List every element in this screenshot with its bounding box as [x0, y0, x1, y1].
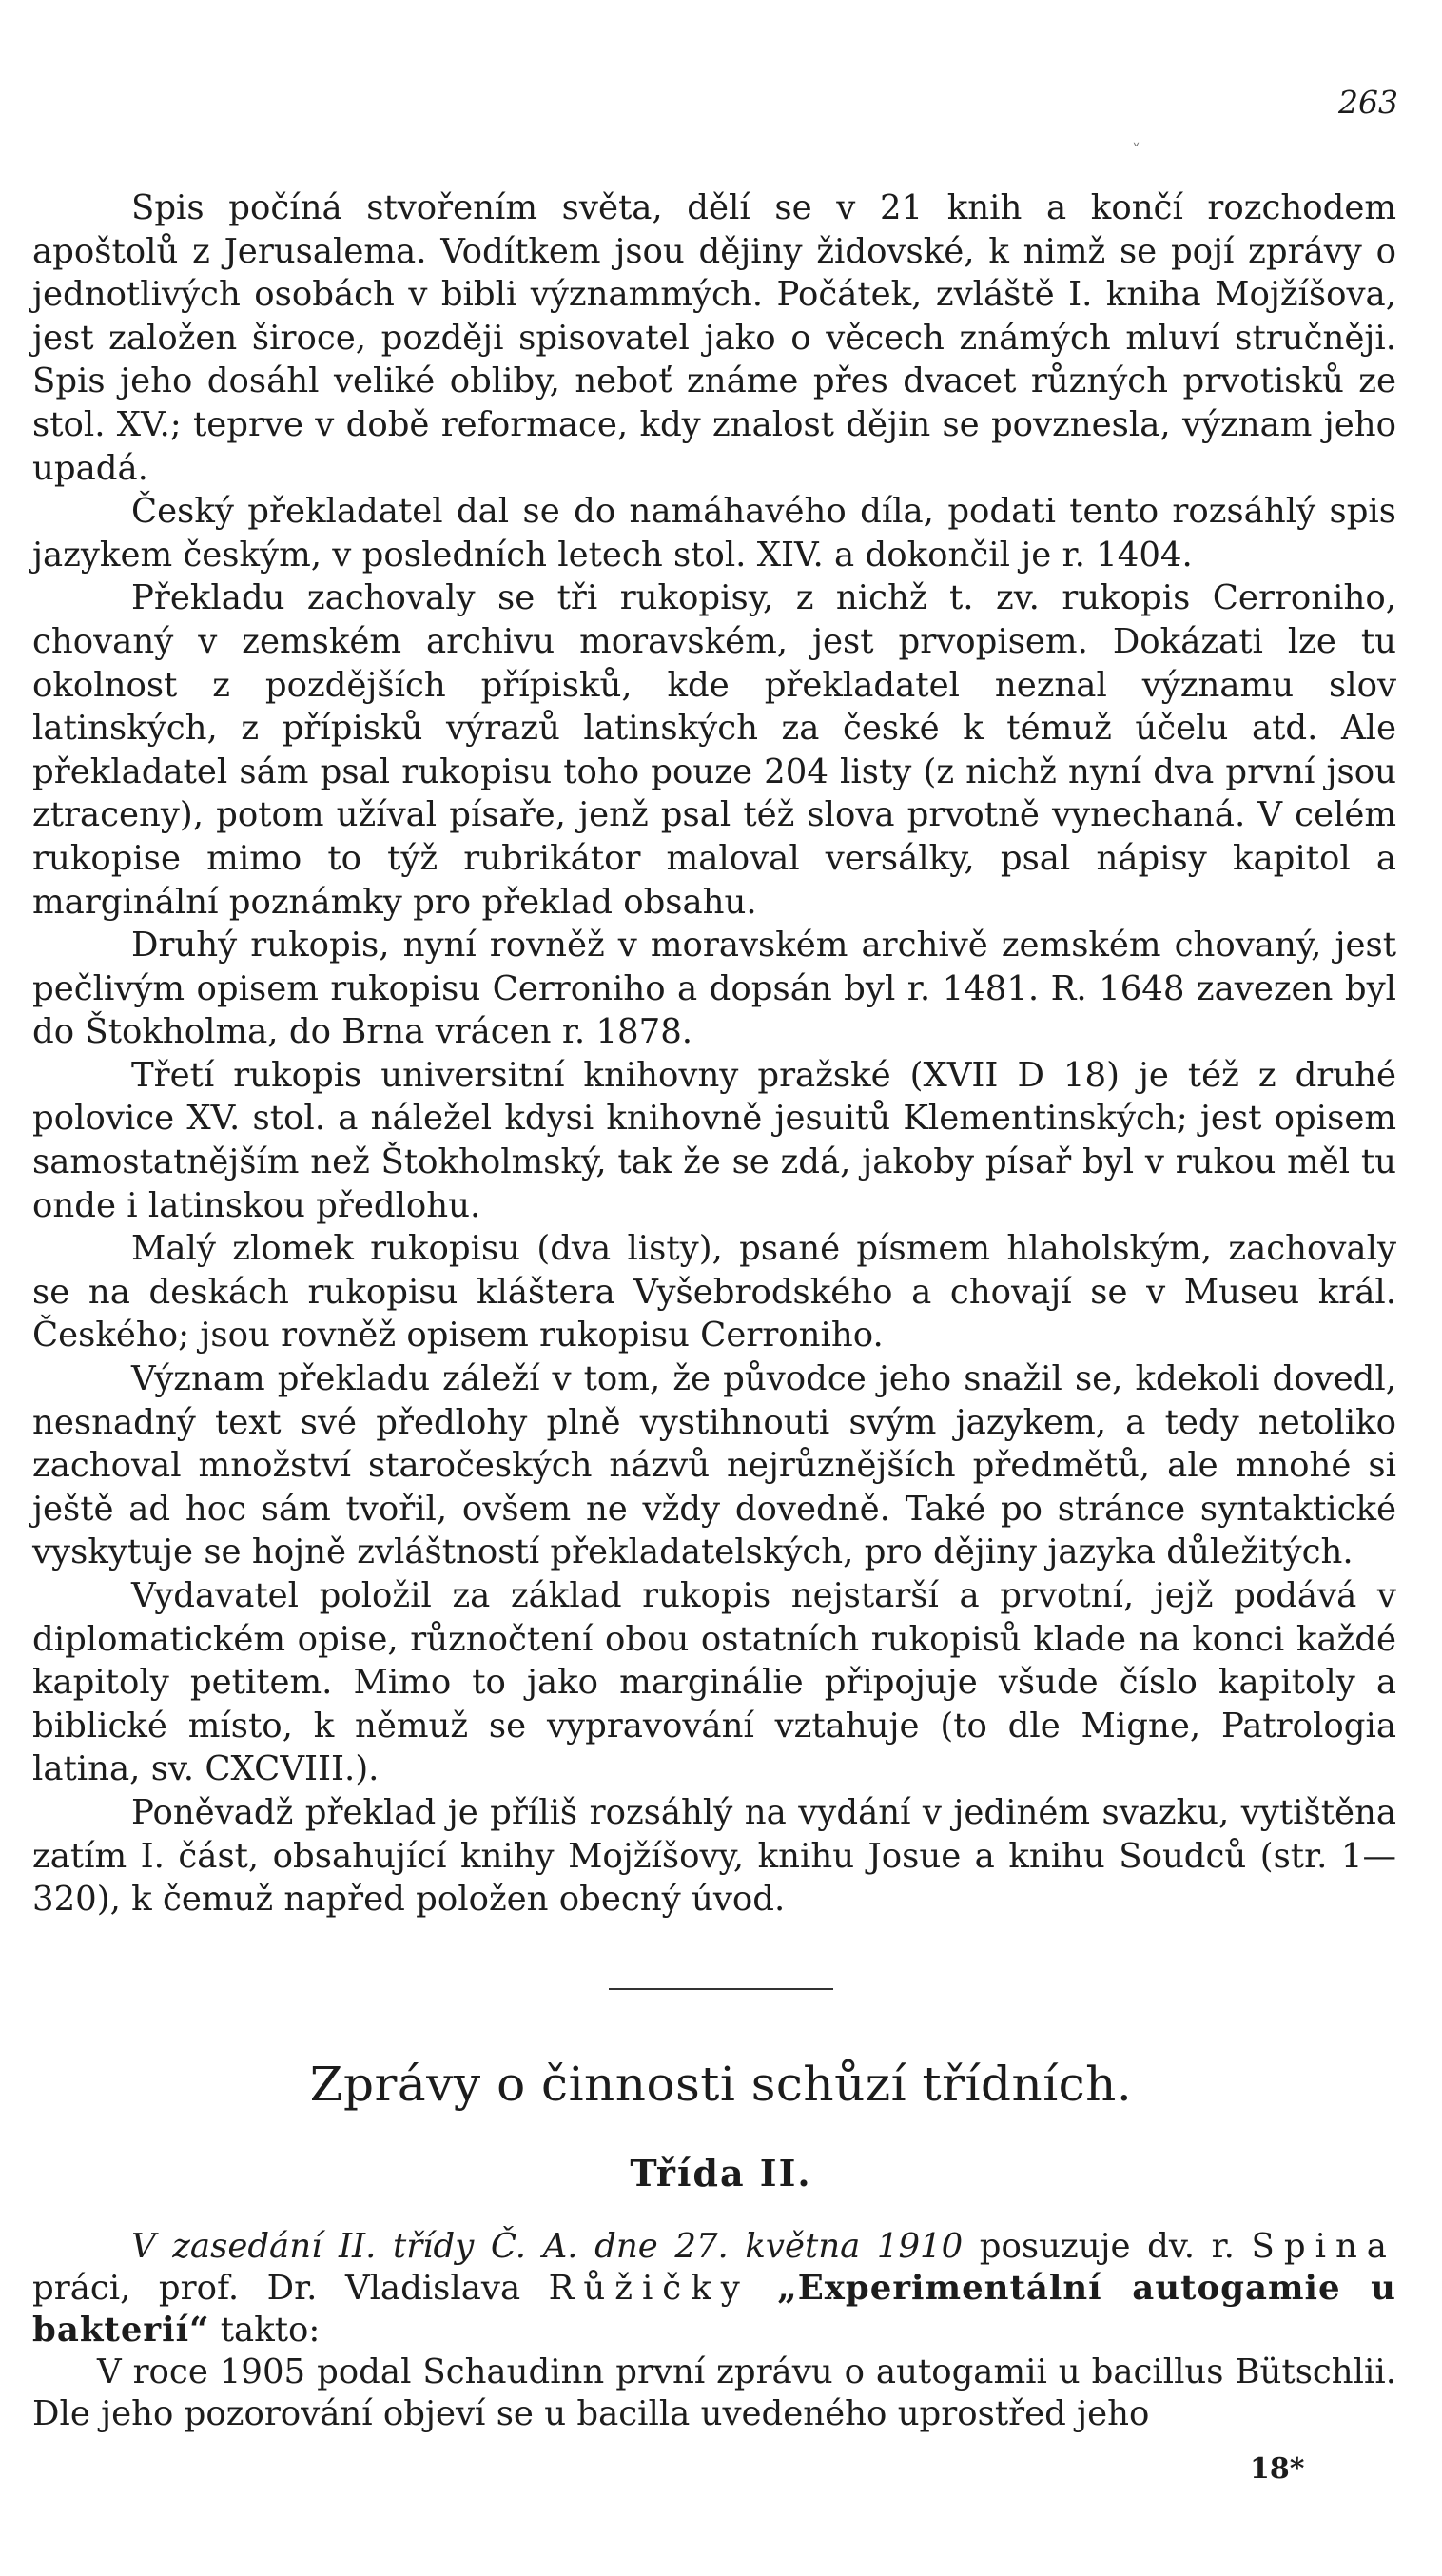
- page-number: 263: [1338, 84, 1398, 121]
- paragraph: Třetí rukopis universitní knihovny pražské (XVII D 18) je též z druhé polovice XV. stol. a náležel kdysi knihovně jesuitů Klementinských; jest opisem samostatnějším než Štokholmský, tak že se zdá, jakoby písař byl v rukou měl tu onde i latinskou předlohu.: [32, 1055, 1396, 1225]
- report-paragraph: V roce 1905 podal Schaudinn první zprávu o autogamii u bacillus Bütschlii. Dle jeho pozorování objeví se u bacilla uvedeného uprostřed jeho: [32, 2352, 1396, 2433]
- paragraph: Význam překladu záleží v tom, že původce jeho snažil se, kdekoli dovedl, nesnadný text své předlohy plně vystihnouti svým jazykem, a tedy netoliko zachoval množství staročeských názvů nejrůznějších předmětů, ale mnohé si ještě ad hoc sám tvořil, ovšem ne vždy dovedně. Také po stránce syntaktické vyskytuje se hojně zvláštností překladatelských, pro dějiny jazyka důležitých.: [32, 1359, 1396, 1572]
- report-intro: [32, 2226, 1396, 2352]
- section-divider: [609, 1988, 833, 1990]
- intro-text: [750, 2269, 778, 2308]
- session-date: V zasedání II. třídy Č. A. dne 27. května 1910: [131, 2227, 964, 2266]
- intro-text: posuzuje dv. r.: [963, 2227, 1252, 2266]
- reviewer-name: Spina: [1251, 2227, 1396, 2266]
- paragraph: Český překladatel dal se do namáhavého díla, podati tento rozsáhlý spis jazykem českým, v posledních letech stol. XIV. a dokončil je r. 1404.: [32, 492, 1396, 575]
- paragraph: Spis počíná stvořením světa, dělí se v 21 knih a končí rozchodem apoštolů z Jerusalema. Vodítkem jsou dějiny židovské, k nimž se pojí zprávy o jednotlivých osobách v bibli význammých. Počátek, zvláště I. kniha Mojžíšova, jest založen široce, později spisovatel jako o věcech známých mluví stručněji. Spis jeho dosáhl veliké obliby, neboť známe přes dvacet různých prvotisků ze stol. XV.; teprve v době reformace, kdy znalost dějin se povznesla, význam jeho upadá.: [32, 188, 1396, 488]
- body-text: [32, 186, 1396, 1922]
- paragraph: Poněvadž překlad je příliš rozsáhlý na vydání v jediném svazku, vytištěna zatím I. část, obsahující knihy Mojžíšovy, knihu Josue a knihu Soudců (str. 1—320), k čemuž napřed položen obecný úvod.: [32, 1792, 1396, 1920]
- paragraph: Malý zlomek rukopisu (dva listy), psané písmem hlaholským, zachovaly se na deskách rukopisu kláštera Vyšebrodského a chovají se v Museu král. Českého; jsou rovněž opisem rukopisu Cerroniho.: [32, 1229, 1396, 1356]
- paragraph: Překladu zachovaly se tři rukopisy, z nichž t. zv. rukopis Cerroniho, chovaný v zemském archivu moravském, jest prvopisem. Dokázati lze tu okolnost z pozdějších přípisků, kde překladatel neznal významu slov latinských, z přípisků výrazů latinských za české k témuž účelu atd. Ale překladatel sám psal rukopisu toho pouze 204 listy (z nichž nyní dva první jsou ztraceny), potom užíval písaře, jenž psal též slova prvotně vynechaná. V celém rukopise mimo to týž rubrikátor maloval versálky, psal nápisy kapitol a marginální poznámky pro překlad obsahu.: [32, 578, 1396, 922]
- work-title: „Experimentální autogamie u bakterií“: [32, 2269, 1396, 2350]
- stray-mark: ˅: [1132, 141, 1140, 161]
- intro-text: práci, prof. Dr. Vladislava: [32, 2269, 549, 2308]
- signature-mark: 18*: [1250, 2452, 1305, 2486]
- section-title: Zprávy o činnosti schůzí třídních.: [309, 2057, 1133, 2112]
- report-text: [32, 2226, 1396, 2435]
- author-name: Růžičky: [548, 2269, 750, 2308]
- intro-text: takto:: [209, 2311, 321, 2350]
- class-title: Třída II.: [630, 2152, 812, 2195]
- paragraph: Vydavatel položil za základ rukopis nejstarší a prvotní, jejž podává v diplomatickém opise, různočtení obou ostatních rukopisů klade na konci každé kapitoly petitem. Mimo to jako marginálie připojuje všude číslo kapitoly a biblické místo, k němuž se vypravování vztahuje (to dle Migne, Patrologia latina, sv. CXCVIII.).: [32, 1576, 1396, 1789]
- paragraph: Druhý rukopis, nyní rovněž v moravském archivě zemském chovaný, jest pečlivým opisem rukopisu Cerroniho a dopsán byl r. 1481. R. 1648 zavezen byl do Štokholma, do Brna vrácen r. 1878.: [32, 926, 1396, 1052]
